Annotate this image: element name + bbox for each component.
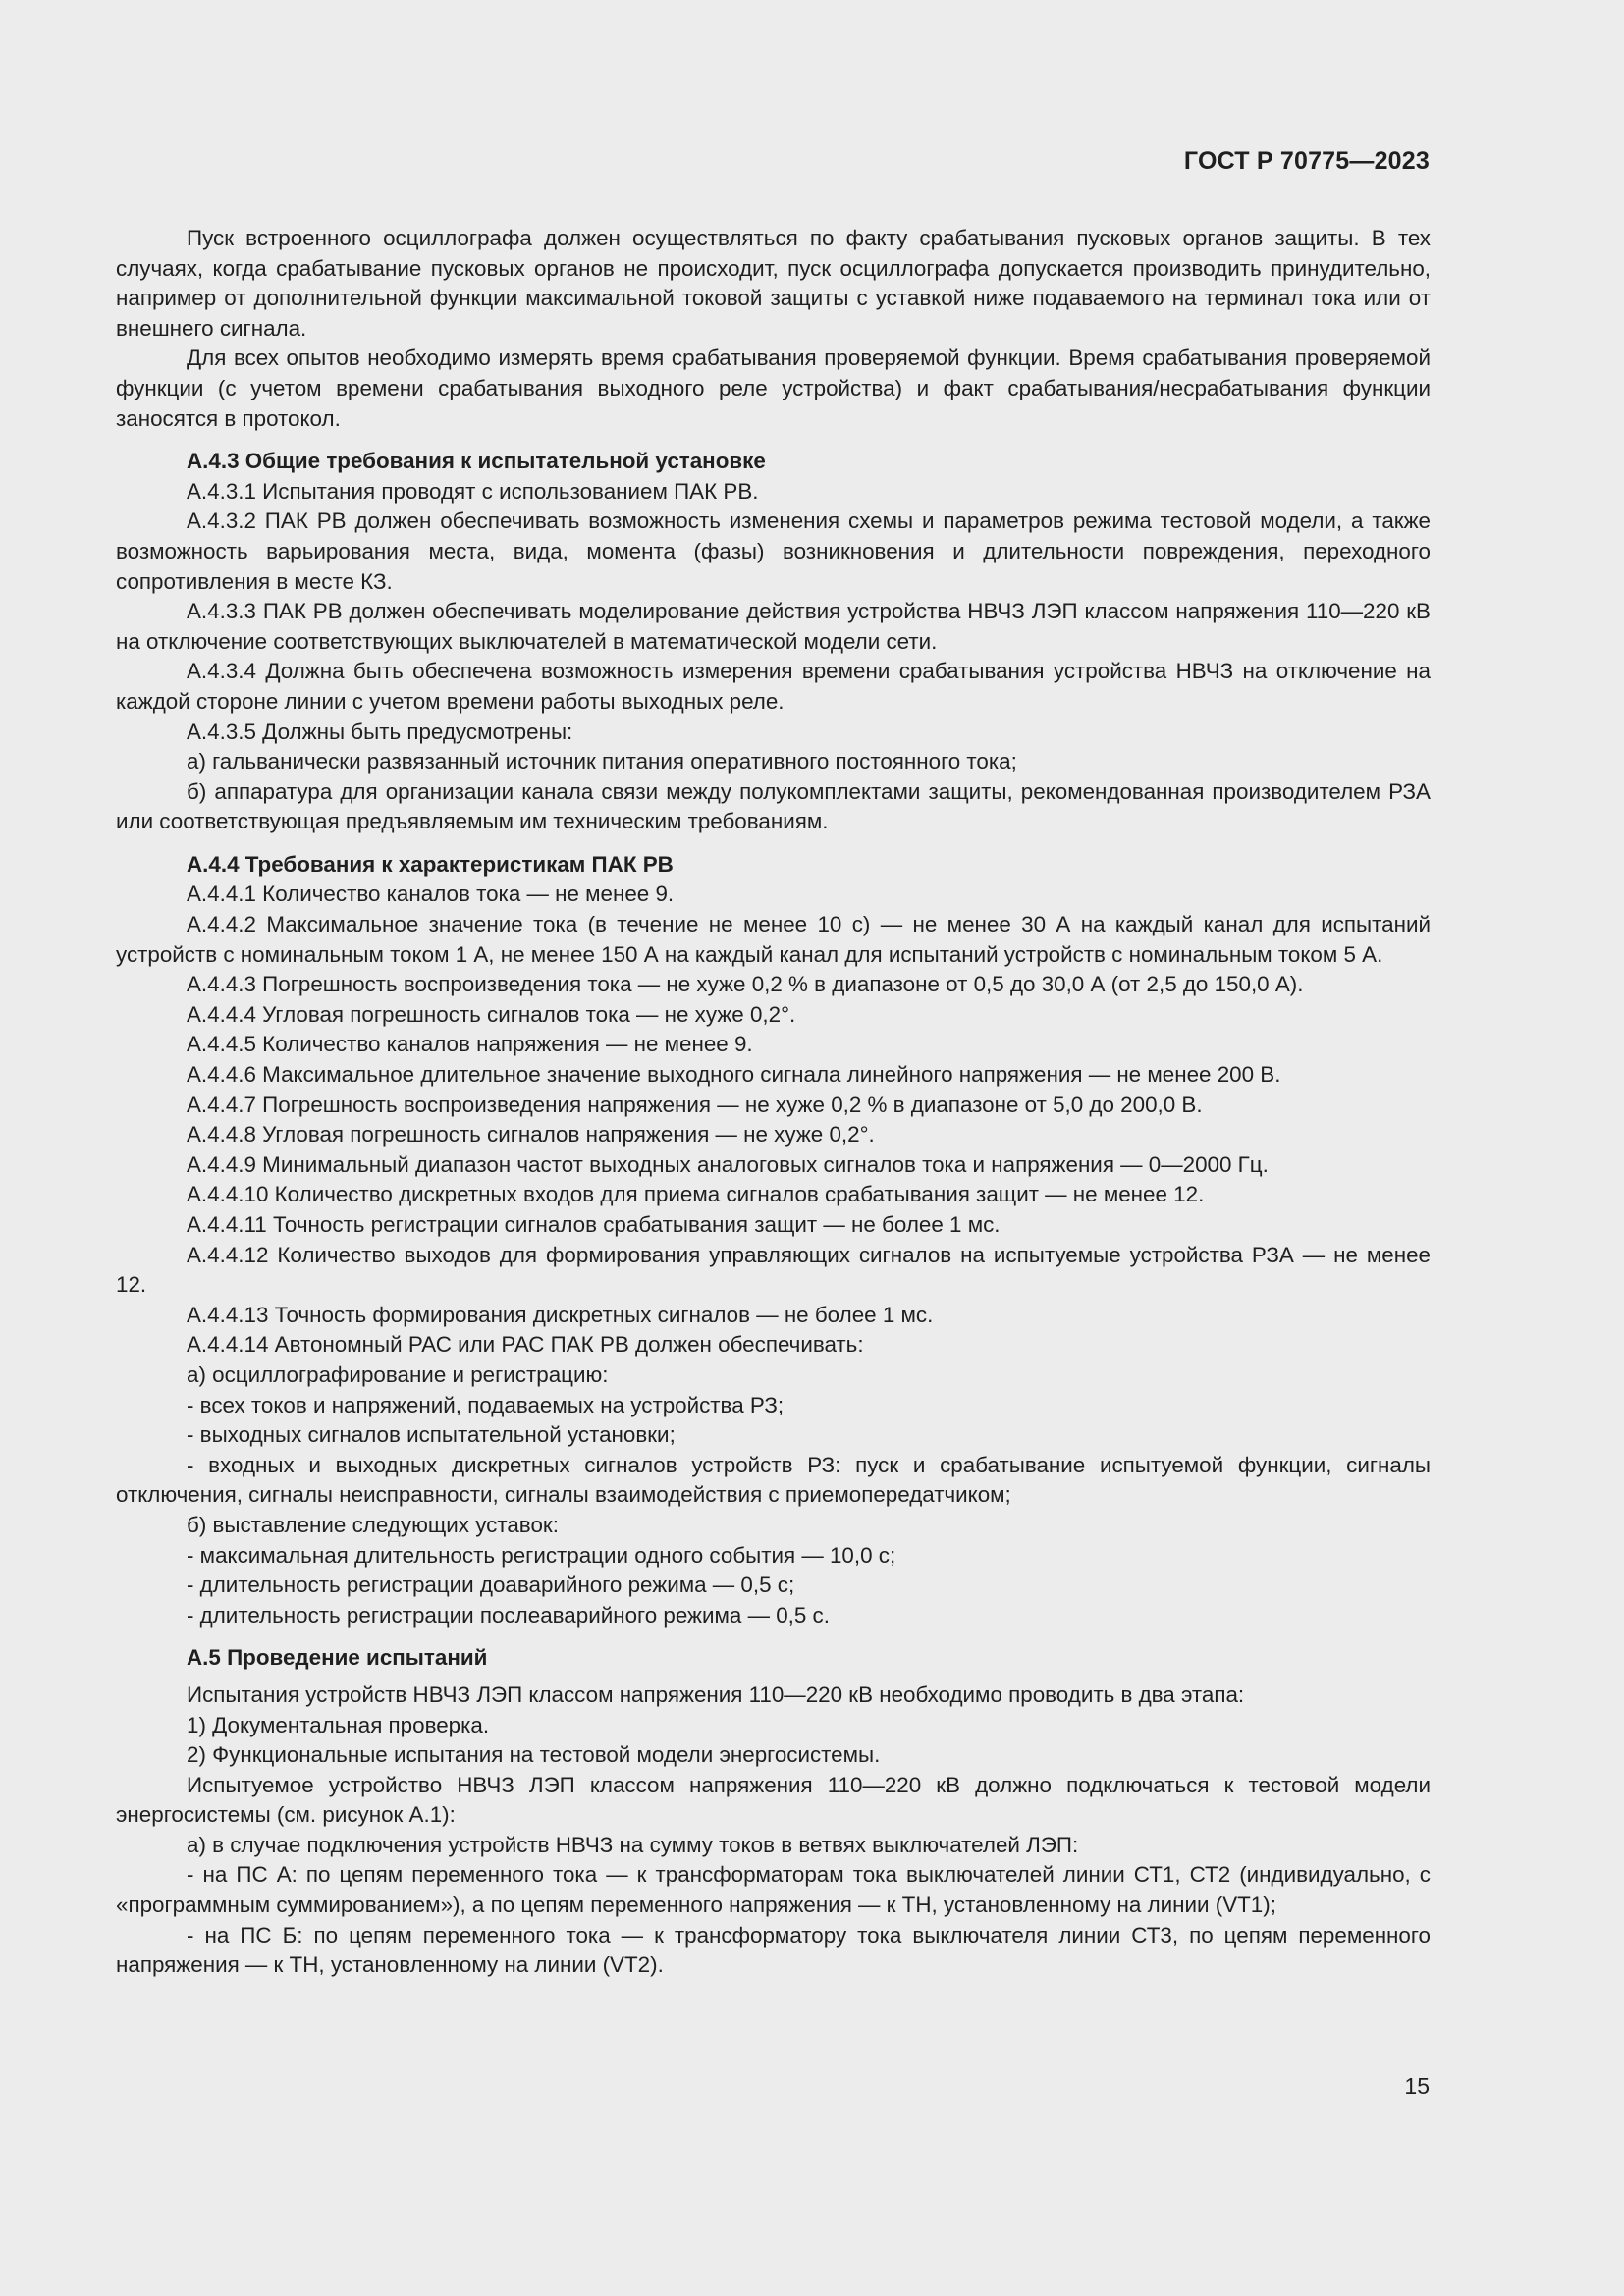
list-item: - входных и выходных дискретных сигналов устройств РЗ: пуск и срабатывание испытуемой функции, сигналы отключения, сигналы неисправности, сигналы взаимодействия с приемопередатчиком; <box>116 1452 1431 1508</box>
clause: А.4.4.8 Угловая погрешность сигналов напряжения — не хуже 0,2°. <box>187 1122 875 1148</box>
document-header: ГОСТ Р 70775—2023 <box>1183 147 1430 175</box>
clause: А.4.3.5 Должны быть предусмотрены: <box>187 719 573 744</box>
document-body <box>116 224 1431 1981</box>
page-number: 15 <box>1404 2073 1430 2099</box>
paragraph: Пуск встроенного осциллографа должен осуществляться по факту срабатывания пусковых органов защиты. В тех случаях, когда срабатывание пусковых органов не происходит, пуск осциллографа допускается производить принудительно, например от дополнительной функции максимальной токовой защиты с уставкой ниже подаваемого на терминал тока или от внешнего сигнала. <box>116 226 1431 341</box>
clause: А.4.3.2 ПАК РВ должен обеспечивать возможность изменения схемы и параметров режима тестовой модели, а также возможность варьирования места, вида, момента (фазы) возникновения и длительности повреждения, переходного сопротивления в месте КЗ. <box>116 508 1431 594</box>
section-heading-a5: А.5 Проведение испытаний <box>187 1645 488 1671</box>
list-item: - выходных сигналов испытательной установки; <box>187 1422 676 1448</box>
clause: А.4.4.3 Погрешность воспроизведения тока — не хуже 0,2 % в диапазоне от 0,5 до 30,0 А (от 2,5 до 150,0 А). <box>187 972 1304 997</box>
list-item: а) гальванически развязанный источник питания оперативного постоянного тока; <box>187 749 1017 774</box>
paragraph: Для всех опытов необходимо измерять время срабатывания проверяемой функции. Время срабатывания проверяемой функции (с учетом времени срабатывания выходного реле устройства) и факт срабатывания/несрабатывания функции заносятся в протокол. <box>116 346 1431 431</box>
section-heading-a43: А.4.3 Общие требования к испытательной установке <box>187 449 766 474</box>
clause: А.4.4.5 Количество каналов напряжения — не менее 9. <box>187 1032 753 1057</box>
list-item: - всех токов и напряжений, подаваемых на устройства РЗ; <box>187 1392 785 1417</box>
list-item: 2) Функциональные испытания на тестовой модели энергосистемы. <box>187 1742 881 1768</box>
list-item: - максимальная длительность регистрации одного события — 10,0 с; <box>187 1542 896 1568</box>
list-item: 1) Документальная проверка. <box>187 1712 490 1737</box>
section-heading-a44: А.4.4 Требования к характеристикам ПАК РВ <box>187 851 674 877</box>
paragraph: Испытуемое устройство НВЧЗ ЛЭП классом напряжения 110—220 кВ должно подключаться к тестовой модели энергосистемы (см. рисунок А.1): <box>116 1772 1431 1828</box>
clause: А.4.4.7 Погрешность воспроизведения напряжения — не хуже 0,2 % в диапазоне от 5,0 до 200,0 В. <box>187 1092 1203 1117</box>
clause: А.4.4.2 Максимальное значение тока (в течение не менее 10 с) — не менее 30 А на каждый канал для испытаний устройств с номинальным током 1 А, не менее 150 А на каждый канал для испытаний устройств с номинальным током 5 А. <box>116 912 1431 967</box>
list-item: б) аппаратура для организации канала связи между полукомплектами защиты, рекомендованная производителем РЗА или соответствующая предъявляемым им техническим требованиям. <box>116 778 1431 834</box>
list-item: а) в случае подключения устройств НВЧЗ на сумму токов в ветвях выключателей ЛЭП: <box>187 1832 1079 1857</box>
clause: А.4.4.13 Точность формирования дискретных сигналов — не более 1 мс. <box>187 1302 934 1327</box>
clause: А.4.4.4 Угловая погрешность сигналов тока — не хуже 0,2°. <box>187 1001 796 1027</box>
list-item: б) выставление следующих уставок: <box>187 1512 559 1537</box>
clause: А.4.4.6 Максимальное длительное значение выходного сигнала линейного напряжения — не менее 200 В. <box>187 1062 1281 1088</box>
paragraph: Испытания устройств НВЧЗ ЛЭП классом напряжения 110—220 кВ необходимо проводить в два этапа: <box>187 1682 1245 1707</box>
clause: А.4.3.1 Испытания проводят с использованием ПАК РВ. <box>187 478 759 504</box>
list-item: - длительность регистрации послеаварийного режима — 0,5 с. <box>187 1602 830 1628</box>
clause: А.4.3.4 Должна быть обеспечена возможность измерения времени срабатывания устройства НВЧЗ на отключение на каждой стороне линии с учетом времени работы выходных реле. <box>116 659 1431 714</box>
clause: А.4.4.14 Автономный РАС или РАС ПАК РВ должен обеспечивать: <box>187 1332 864 1358</box>
list-item: а) осциллографирование и регистрацию: <box>187 1362 609 1387</box>
list-item: - на ПС А: по цепям переменного тока — к трансформаторам тока выключателей линии СТ1, СТ2 (индивидуально, с «программным суммированием»), а по цепям переменного напряжения — к ТН, установленному на линии (VT1); <box>116 1862 1431 1918</box>
clause: А.4.4.11 Точность регистрации сигналов срабатывания защит — не более 1 мс. <box>187 1212 1001 1237</box>
clause: А.4.4.1 Количество каналов тока — не менее 9. <box>187 881 675 907</box>
list-item: - длительность регистрации доаварийного режима — 0,5 с; <box>187 1573 795 1598</box>
list-item: - на ПС Б: по цепям переменного тока — к трансформатору тока выключателя линии СТ3, по цепям переменного напряжения — к ТН, установленному на линии (VT2). <box>116 1922 1431 1978</box>
clause: А.4.4.12 Количество выходов для формирования управляющих сигналов на испытуемые устройства РЗА — не менее 12. <box>116 1242 1431 1298</box>
clause: А.4.3.3 ПАК РВ должен обеспечивать моделирование действия устройства НВЧЗ ЛЭП классом напряжения 110—220 кВ на отключение соответствующих выключателей в математической модели сети. <box>116 599 1431 654</box>
clause: А.4.4.10 Количество дискретных входов для приема сигналов срабатывания защит — не менее 12. <box>187 1182 1205 1207</box>
clause: А.4.4.9 Минимальный диапазон частот выходных аналоговых сигналов тока и напряжения — 0—2000 Гц. <box>187 1151 1269 1177</box>
